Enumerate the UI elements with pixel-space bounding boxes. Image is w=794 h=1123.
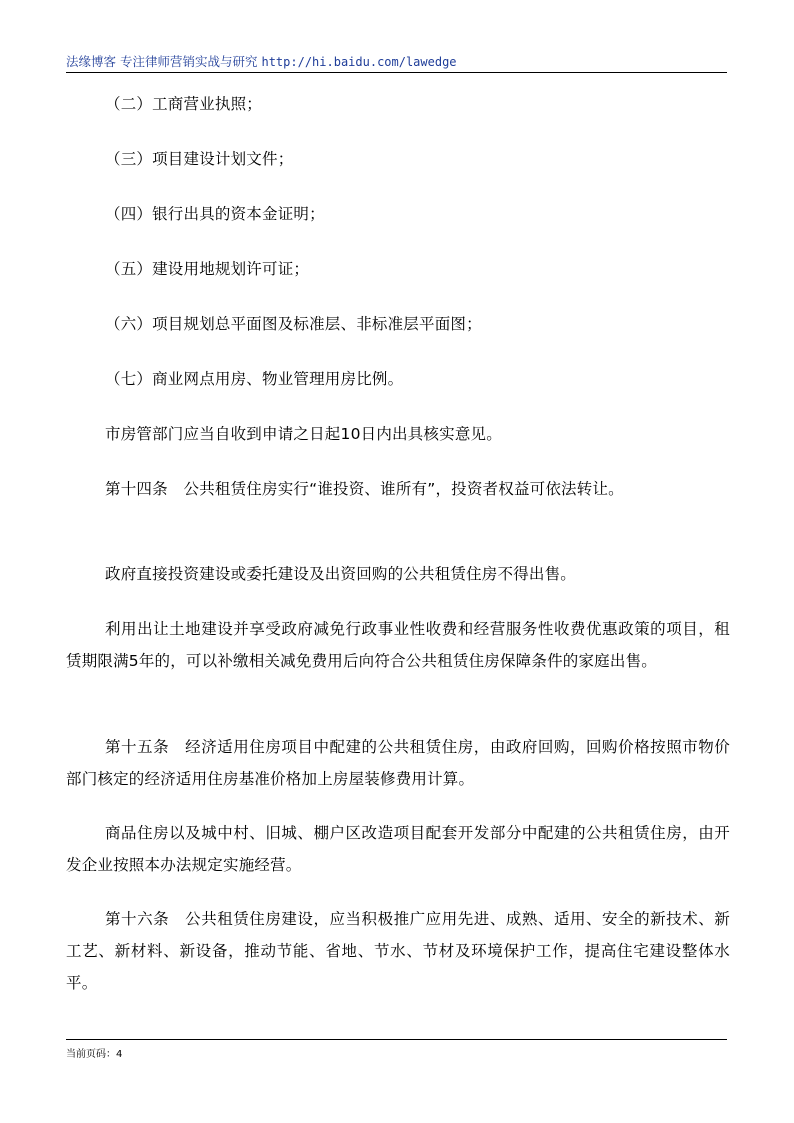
paragraph-land-use: 利用出让土地建设并享受政府减免行政事业性收费和经营服务性收费优惠政策的项目，租赁期限满5年的，可以补缴相关减免费用后向符合公共租赁住房保障条件的家庭出售。 (66, 620, 730, 670)
paragraph-item-7: （七）商业网点用房、物业管理用房比例。 (105, 370, 404, 388)
paragraph-review: 市房管部门应当自收到申请之日起10日内出具核实意见。 (105, 425, 502, 443)
paragraph-article-16: 第十六条 公共租赁住房建设，应当积极推广应用先进、成熟、适用、安全的新技术、新工艺、新材料、新设备，推动节能、省地、节水、节材及环境保护工作，提高住宅建设整体水平。 (66, 910, 730, 992)
page-header (66, 52, 726, 70)
paragraph-item-6: （六）项目规划总平面图及标准层、非标准层平面图； (105, 315, 482, 333)
paragraph-item-4: （四）银行出具的资本金证明； (105, 205, 325, 223)
header-divider (66, 72, 727, 73)
header-site-name: 法缘博客 专注律师营销实战与研究 (66, 54, 258, 69)
footer-divider (66, 1039, 727, 1040)
paragraph-item-3: （三）项目建设计划文件； (105, 150, 294, 168)
page-number: 当前页码：4 (66, 1049, 123, 1060)
paragraph-commercial: 商品住房以及城中村、旧城、棚户区改造项目配套开发部分中配建的公共租赁住房，由开发企业按照本办法规定实施经营。 (66, 824, 730, 874)
paragraph-article-15: 第十五条 经济适用住房项目中配建的公共租赁住房，由政府回购，回购价格按照市物价部门核定的经济适用住房基准价格加上房屋装修费用计算。 (66, 738, 730, 788)
header-url-link[interactable]: http://hi.baidu.com/lawedge (261, 55, 457, 69)
paragraph-item-2: （二）工商营业执照； (105, 95, 263, 113)
paragraph-article-14: 第十四条 公共租赁住房实行“谁投资、谁所有”，投资者权益可依法转让。 (105, 480, 624, 498)
paragraph-no-sale: 政府直接投资建设或委托建设及出资回购的公共租赁住房不得出售。 (105, 565, 577, 583)
paragraph-item-5: （五）建设用地规划许可证； (105, 260, 310, 278)
